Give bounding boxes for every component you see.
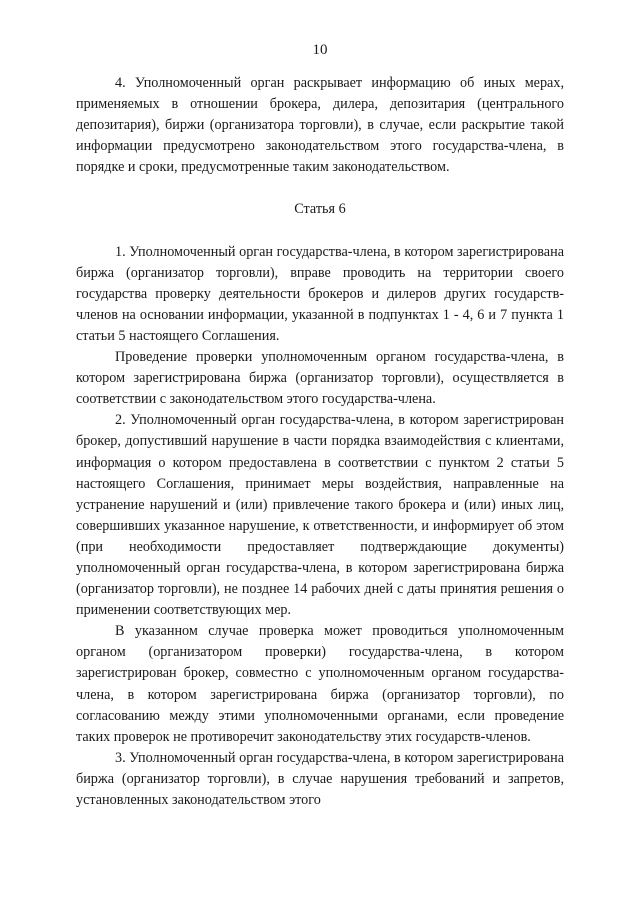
paragraph-4: 4. Уполномоченный орган раскрывает информацию об иных мерах, применяемых в отношении брокера, дилера, депозитария (центрального депозитария), биржи (организатора торговли), в случае, если раскрытие такой информации предусмотрено законодательством этого государства-члена, в порядке и сроки, предусмотренные таким законодательством. [76, 75, 564, 176]
page-number: 10 [312, 42, 328, 58]
article-heading: Статья 6 [294, 201, 346, 218]
document-body [76, 73, 564, 811]
article-6-paragraph-1-continued: Проведение проверки уполномоченным органом государства-члена, в котором зарегистрирована биржа (организатор торговли), осуществляется в соответствии с законодательством этого государства-члена. [76, 349, 564, 408]
article-6-paragraph-3: 3. Уполномоченный орган государства-члена, в котором зарегистрирована биржа (организатор торговли), в случае нарушения требований и запретов, установленных законодательством этого [76, 749, 564, 808]
article-6-paragraph-2-continued: В указанном случае проверка может проводиться уполномоченным органом (организатором проверки) государства-члена, в котором зарегистрирован брокер, совместно с уполномоченным органом государства-члена, в котором зарегистрирована биржа (организатор торговли), по согласованию между этими уполномоченными органами, если проведение таких проверок не противоречит законодательству этих государств-членов. [76, 623, 564, 745]
article-6-paragraph-1: 1. Уполномоченный орган государства-члена, в котором зарегистрирована биржа (организатор торговли), вправе проводить на территории своего государства проверку деятельности брокеров и дилеров других государств-членов на основании информации, указанной в подпунктах 1 - 4, 6 и 7 пункта 1 статьи 5 настоящего Соглашения. [76, 243, 564, 344]
article-6-paragraph-2: 2. Уполномоченный орган государства-члена, в котором зарегистрирован брокер, допустивший нарушение в части порядка взаимодействия с клиентами, информация о котором предоставлена в соответствии с пунктом 2 статьи 5 настоящего Соглашения, принимает меры воздействия, направленные на устранение нарушений и (или) привлечение такого брокера и (или) иных лиц, совершивших указанное нарушение, к ответственности, и информирует об этом (при необходимости предоставляет подтверждающие документы) уполномоченный орган государства-члена, в котором зарегистрирована биржа (организатор торговли), не позднее 14 рабочих дней с даты принятия решения о применении соответствующих мер. [76, 412, 564, 619]
